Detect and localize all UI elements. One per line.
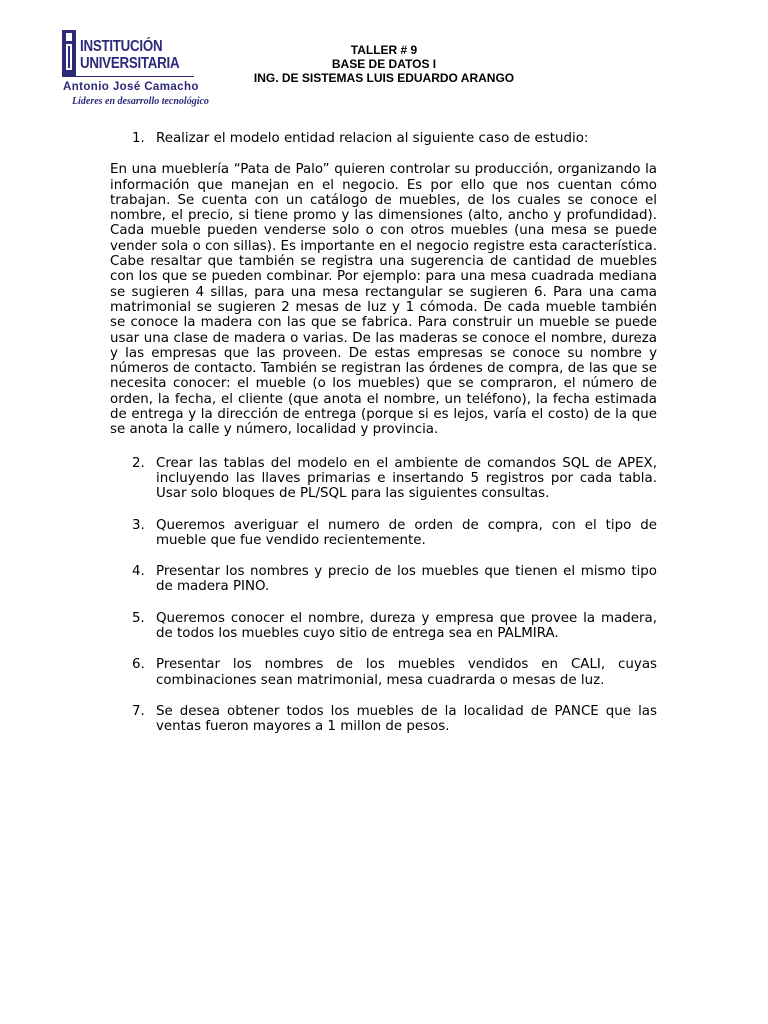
logo-tagline: Líderes en desarrollo tecnológico [72,96,209,107]
list-item-number: 2. [132,455,145,471]
logo-text-line3: Antonio José Camacho [63,81,199,93]
list-item [110,611,657,642]
list-item-text: Queremos conocer el nombre, dureza y empresa que provee la madera, de todos los muebles cuyo sitio de entrega sea en PALMIRA. [156,610,657,642]
document-header [200,43,568,85]
list-item [110,131,657,146]
list-item-text: Realizar el modelo entidad relacion al siguiente caso de estudio: [156,131,589,146]
list-item [110,657,657,688]
list-item [110,564,657,595]
list-item [110,456,657,502]
list-item-text: Presentar los nombres de los muebles vendidos en CALI, cuyas combinaciones sean matrimonial, mesa cuadrarda o mesas de luz. [156,657,657,688]
header-instructor: ING. DE SISTEMAS LUIS EDUARDO ARANGO [253,71,515,85]
list-item-text: Queremos averiguar el numero de orden de compra, con el tipo de mueble que fue vendido recientemente. [156,517,657,548]
header-title: TALLER # 9 [350,43,418,57]
logo-text-line2: UNIVERSITARIA [80,55,180,72]
list-item [110,704,657,735]
list-item-text: Presentar los nombres y precio de los muebles que tienen el mismo tipo de madera PINO. [156,564,657,595]
list-item-number: 1. [132,131,145,146]
document-body [110,131,657,735]
logo-emblem-icon [62,30,76,76]
list-item-number: 6. [132,657,145,673]
list-item-text: Se desea obtener todos los muebles de la localidad de PANCE que las ventas fueron mayores a 1 millon de pesos. [156,703,657,735]
list-item-number: 7. [132,703,145,719]
list-item-number: 4. [132,564,145,580]
logo-text-line1: INSTITUCIÓN [80,38,163,55]
logo-divider [62,76,194,77]
case-study-paragraph: En una mueblería “Pata de Palo” quieren controlar su producción, organizando la información que manejan en el negocio. Es por ello que nos cuentan cómo trabajan. Se cuenta con un catálogo de muebles, de los cuales se conoce el nombre, el precio, si tiene promo y las dimensiones (alto, ancho y profundidad). Cada mueble pueden venderse solo o con otros muebles (una mesa se puede vender sola o con sillas). Es importante en el negocio registre esta característica. Cabe resaltar que también se registra una sugerencia de cantidad de muebles con los que se pueden combinar. Por ejemplo: para una mesa cuadrada mediana se sugieren 4 sillas, para una mesa rectangular se sugieren 6. Para una cama matrimonial se sugieren 2 mesas de luz y 1 cómoda. De cada mueble también se conoce la madera con las que se fabrica. Para construir un mueble se puede usar una clase de madera o varias. De las maderas se conoce el nombre, dureza y las empresas que las proveen. De estas empresas se conoce su nombre y números de contacto. También se registran las órdenes de compra, de las que se necesita conocer: el mueble (o los muebles) que se compraron, el número de orden, la fecha, el cliente (que anota el nombre, un teléfono), la fecha estimada de entrega y la dirección de entrega (porque si es lejos, varía el costo) de la que se anota la calle y número, localidad y provincia. [110,162,657,438]
institution-logo [60,28,209,112]
list-item-text: Crear las tablas del modelo en el ambiente de comandos SQL de APEX, incluyendo las llaves primarias e insertando 5 registros por cada tabla. Usar solo bloques de PL/SQL para las siguientes consultas. [156,455,657,502]
list-item-number: 5. [132,610,145,626]
list-item-number: 3. [132,517,145,533]
list-item [110,518,657,549]
header-course: BASE DE DATOS I [331,57,437,71]
